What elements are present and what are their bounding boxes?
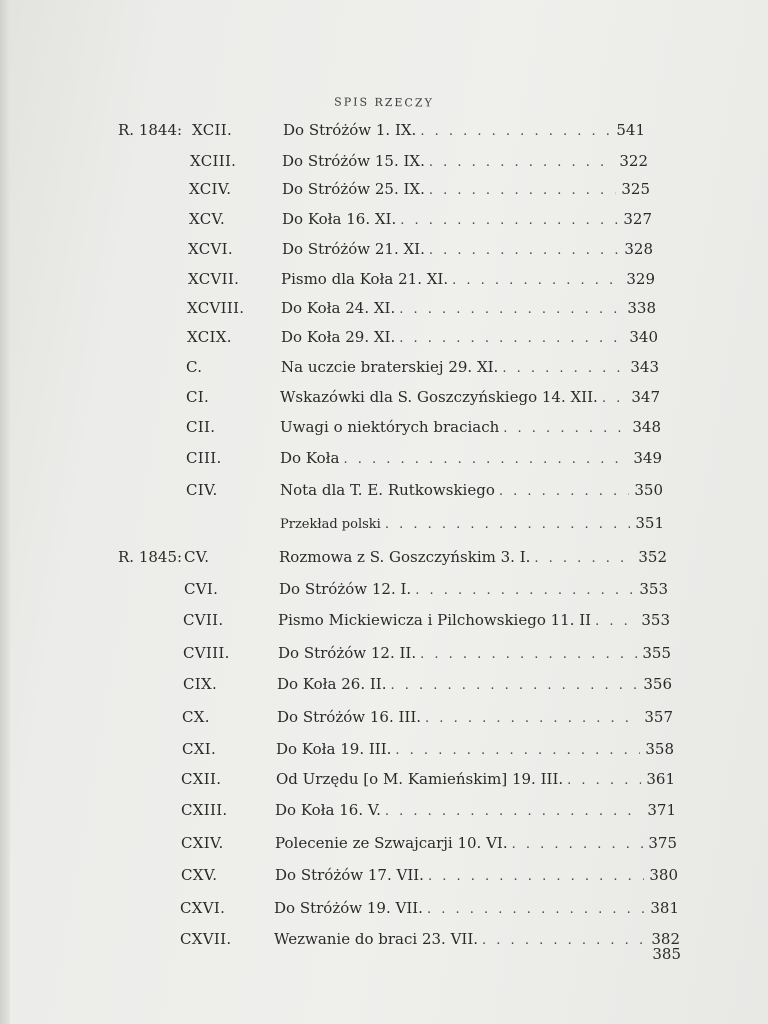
toc-row [0, 863, 768, 887]
page-number: 541 [616, 121, 645, 139]
page-number: 352 [638, 548, 667, 566]
entry-line [280, 415, 661, 441]
leader-dots [399, 327, 624, 351]
leader-dots [429, 239, 619, 263]
leader-dots [595, 610, 636, 634]
entry-number: XCVIII. [187, 299, 245, 317]
leader-dots [429, 151, 614, 175]
entry-title: Od Urzędu [o M. Kamieńskim] 19. III. [276, 770, 564, 788]
toc-row [0, 149, 768, 173]
entry-line [278, 641, 671, 667]
page-number: 348 [632, 418, 661, 436]
entry-number: CIII. [186, 449, 222, 467]
leader-dots [385, 513, 630, 537]
page-number: 353 [639, 580, 668, 598]
page-number: 385 [652, 945, 681, 963]
leader-dots [425, 707, 639, 731]
toc-row [0, 355, 768, 379]
leader-dots [503, 417, 627, 441]
entry-title: Do Stróżów 21. XI. [282, 240, 425, 258]
entry-number: CVI. [184, 580, 219, 598]
toc-row [0, 608, 768, 632]
page-number: 381 [650, 899, 679, 917]
toc-row [0, 737, 768, 761]
toc-row [0, 672, 768, 696]
entry-title: Do Koła 29. XI. [281, 328, 396, 346]
entry-number: C. [186, 358, 203, 376]
entry-line [283, 118, 645, 144]
entry-title: Do Stróżów 25. IX. [282, 180, 425, 198]
entry-title: Uwagi o niektórych braciach [280, 418, 500, 436]
entry-line [280, 385, 660, 411]
entry-title: Nota dla T. E. Rutkowskiego [280, 481, 495, 499]
leader-dots [420, 120, 611, 144]
toc-row [0, 296, 768, 320]
toc-row [0, 511, 768, 535]
entry-number: CXV. [181, 866, 218, 884]
entry-title: Do Koła 26. II. [277, 675, 387, 693]
entry-line [282, 237, 653, 263]
leader-dots [452, 269, 621, 293]
entry-number: XCVI. [188, 240, 233, 258]
page-number: 371 [647, 801, 676, 819]
entry-line [276, 737, 674, 763]
toc-row [0, 385, 768, 409]
toc-row [0, 942, 768, 966]
entry-number: XCV. [189, 210, 226, 228]
entry-line [279, 577, 668, 603]
entry-line [278, 608, 670, 634]
entry-line [281, 267, 655, 293]
entry-number: CII. [186, 418, 216, 436]
entry-title: Do Stróżów 16. III. [277, 708, 422, 726]
toc-row [0, 177, 768, 201]
entry-title: Do Stróżów 12. I. [279, 580, 412, 598]
entry-number: CXVI. [180, 899, 226, 917]
page-number: 382 [651, 930, 680, 948]
entry-number: CXIV. [181, 834, 224, 852]
leader-dots [400, 209, 618, 233]
leader-dots [534, 547, 633, 571]
entry-title: Pismo Mickiewicza i Pilchowskiego 11. II [278, 611, 592, 629]
entry-number: CIX. [183, 675, 218, 693]
leader-dots [429, 179, 616, 203]
page-number: 347 [631, 388, 660, 406]
entry-title: Do Stróżów 15. IX. [282, 152, 425, 170]
entry-number: CI. [186, 388, 210, 406]
entry-line [282, 149, 648, 175]
leader-dots [502, 357, 625, 381]
entry-title: Przekład polski [280, 517, 381, 532]
toc-row [0, 767, 768, 791]
entry-title: Rozmowa z S. Goszczyńskim 3. I. [279, 548, 531, 566]
leader-dots [602, 387, 626, 411]
toc-row [0, 705, 768, 729]
page-number: 355 [642, 644, 671, 662]
entry-line [280, 511, 664, 537]
toc-row [0, 415, 768, 439]
toc-row [0, 577, 768, 601]
entry-number: CVIII. [183, 644, 230, 662]
year-label: R. 1844: [118, 121, 183, 139]
page-number: 338 [627, 299, 656, 317]
entry-title: Do Stróżów 17. VII. [275, 866, 424, 884]
page-number: 328 [624, 240, 653, 258]
entry-title: Do Stróżów 19. VII. [274, 899, 423, 917]
entry-line [275, 863, 678, 889]
entry-number: CXII. [181, 770, 222, 788]
toc-row [0, 478, 768, 502]
entry-line [276, 767, 675, 793]
leader-dots [512, 833, 643, 857]
entry-line [282, 177, 650, 203]
entry-title: Do Koła [280, 449, 340, 467]
entry-number: XCIX. [187, 328, 232, 346]
entry-line [275, 798, 676, 824]
leader-dots [399, 298, 622, 322]
entry-number: CVII. [183, 611, 224, 629]
entry-line [281, 325, 658, 351]
entry-line [277, 672, 672, 698]
page-number: 353 [641, 611, 670, 629]
leader-dots [499, 480, 629, 504]
leader-dots [567, 769, 641, 793]
entry-title: Do Koła 16. XI. [282, 210, 397, 228]
year-label: R. 1845: [118, 548, 183, 566]
page-number: 358 [645, 740, 674, 758]
leader-dots [420, 643, 637, 667]
entry-title: Do Koła 16. V. [275, 801, 381, 819]
toc-row [0, 896, 768, 920]
entry-line [275, 831, 677, 857]
entry-line [277, 705, 673, 731]
entry-title: Na uczcie braterskiej 29. XI. [281, 358, 499, 376]
page-number: 375 [648, 834, 677, 852]
toc-row [0, 207, 768, 231]
page-number: 349 [633, 449, 662, 467]
leader-dots [415, 579, 634, 603]
entry-line [280, 446, 662, 472]
page-number: 329 [626, 270, 655, 288]
entry-line [274, 896, 679, 922]
toc-row [0, 641, 768, 665]
page-number: 340 [629, 328, 658, 346]
entry-title: Do Stróżów 1. IX. [283, 121, 417, 139]
page-number: 357 [644, 708, 673, 726]
entry-number: CV. [184, 548, 210, 566]
toc-row [0, 545, 768, 569]
leader-dots [343, 448, 628, 472]
page-number: 322 [619, 152, 648, 170]
page-number: 327 [623, 210, 652, 228]
entry-title: Do Stróżów 12. II. [278, 644, 417, 662]
entry-line [274, 942, 681, 968]
entry-title: Polecenie ze Szwajcarji 10. VI. [275, 834, 508, 852]
page-number: 361 [646, 770, 675, 788]
toc-row [0, 325, 768, 349]
toc-row [0, 118, 768, 142]
entry-title: Do Koła 19. III. [276, 740, 392, 758]
page-number: 380 [649, 866, 678, 884]
page-number: 325 [621, 180, 650, 198]
page-number: 356 [643, 675, 672, 693]
entry-line [282, 207, 652, 233]
leader-dots [390, 674, 638, 698]
entry-title: Do Koła 24. XI. [281, 299, 396, 317]
entry-number: CX. [182, 708, 210, 726]
entry-number: XCVII. [188, 270, 240, 288]
toc-row [0, 267, 768, 291]
page-number: 343 [630, 358, 659, 376]
page-header: SPIS RZECZY [334, 95, 434, 110]
entry-number: XCIV. [189, 180, 232, 198]
toc-row [0, 446, 768, 470]
entry-number: CXIII. [181, 801, 228, 819]
toc-row [0, 798, 768, 822]
page-number: 351 [635, 514, 664, 532]
entry-line [279, 545, 667, 571]
entry-number: CXVII. [180, 930, 232, 948]
leader-dots [428, 865, 644, 889]
toc-row [0, 831, 768, 855]
entry-number: CIV. [186, 481, 218, 499]
leader-dots [427, 898, 645, 922]
entry-number: XCII. [192, 121, 233, 139]
entry-line [281, 296, 656, 322]
toc-row [0, 237, 768, 261]
page-number: 350 [634, 481, 663, 499]
entry-number: CXI. [182, 740, 217, 758]
entry-title: Pismo dla Koła 21. XI. [281, 270, 449, 288]
leader-dots [385, 800, 642, 824]
leader-dots [395, 739, 640, 763]
entry-title: Wezwanie do braci 23. VII. [274, 930, 479, 948]
entry-line [281, 355, 659, 381]
entry-title: Wskazówki dla S. Goszczyńskiego 14. XII. [280, 388, 598, 406]
entry-number: XCIII. [190, 152, 237, 170]
entry-line [280, 478, 663, 504]
